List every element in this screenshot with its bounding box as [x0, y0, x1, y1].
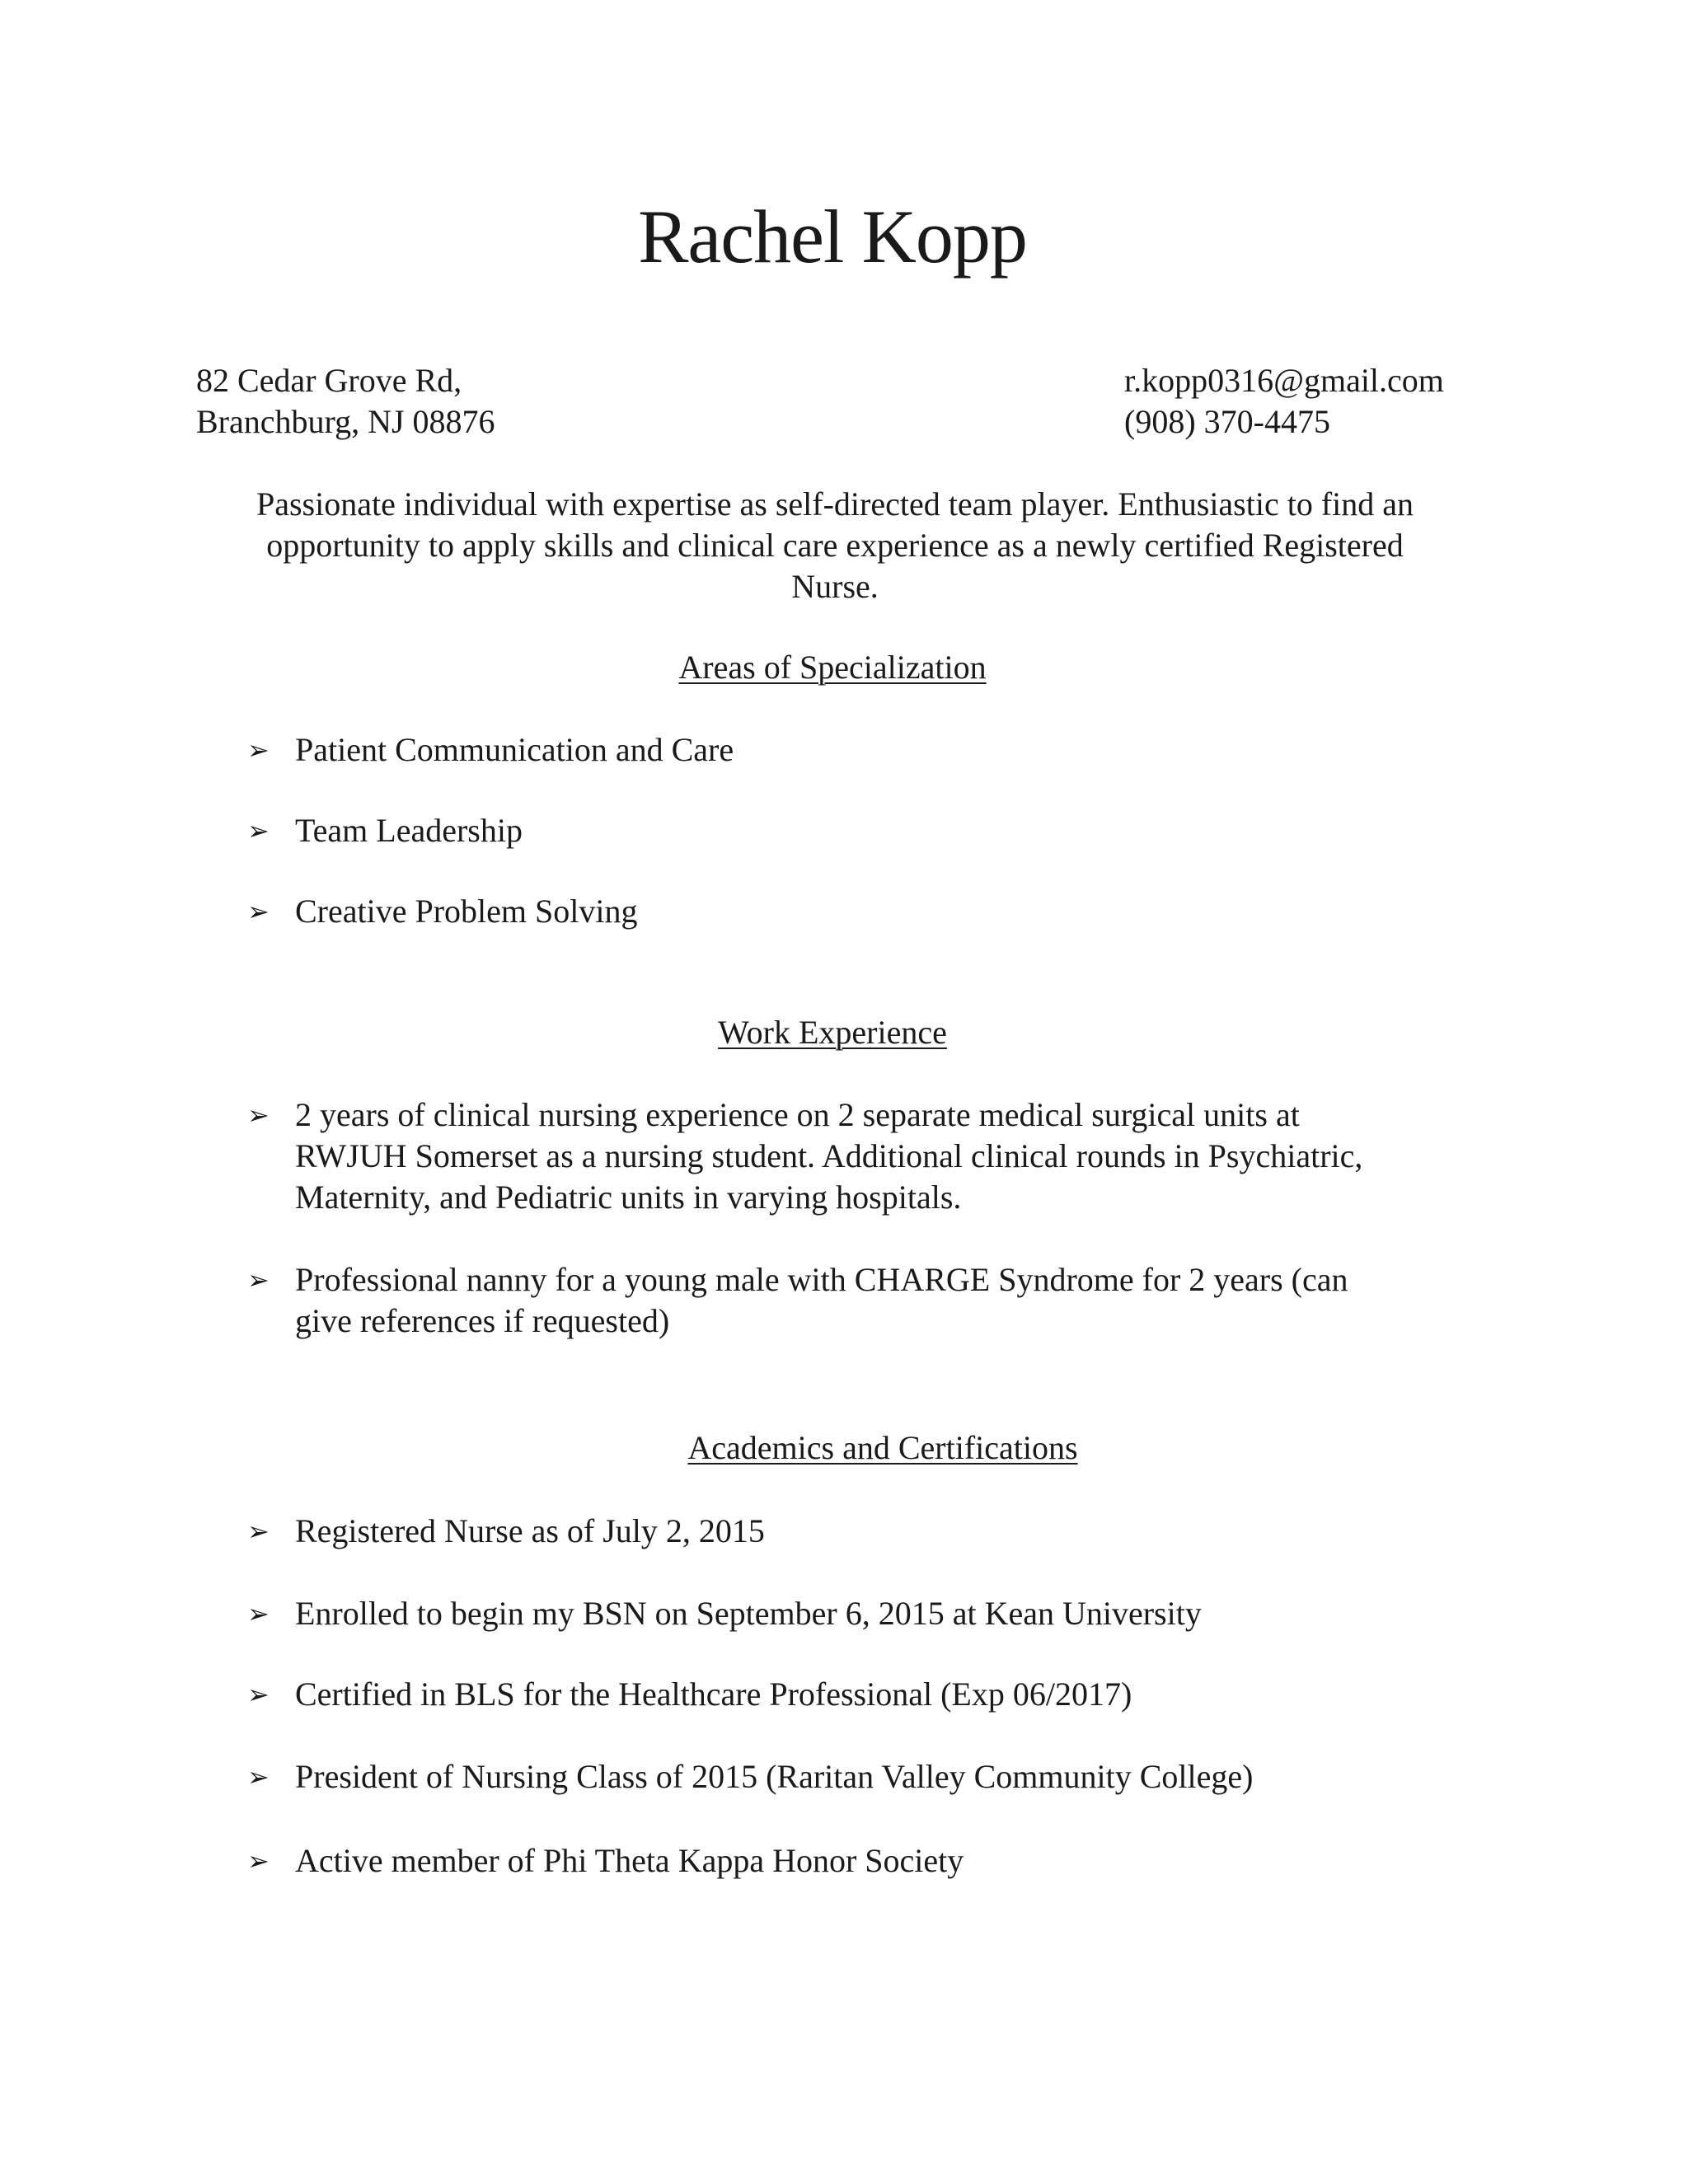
arrowhead-bullet-icon: ➢ [247, 1264, 270, 1296]
summary-line: Nurse. [791, 568, 879, 605]
section-heading-areas: Areas of Specialization [678, 649, 987, 686]
list-item-line: Professional nanny for a young male with CHARGE Syndrome for 2 years (can [295, 1261, 1348, 1298]
arrowhead-bullet-icon: ➢ [247, 1099, 270, 1131]
list-item-line: RWJUH Somerset as a nursing student. Additional clinical rounds in Psychiatric, [295, 1137, 1363, 1174]
list-item-text: Team Leadership [295, 812, 523, 849]
list-item [247, 729, 1484, 771]
list-item-text: Enrolled to begin my BSN on September 6, 2015 at Kean University [295, 1595, 1202, 1632]
section-heading-work: Work Experience [718, 1014, 947, 1051]
arrowhead-bullet-icon: ➢ [247, 815, 270, 846]
list-item [247, 1674, 1484, 1715]
summary-line: opportunity to apply skills and clinical care experience as a newly certified Registered [266, 527, 1404, 564]
list-item-text: Creative Problem Solving [295, 893, 638, 930]
arrowhead-bullet-icon: ➢ [247, 1679, 270, 1710]
list-item [247, 1259, 1484, 1342]
phone-number: (908) 370-4475 [1124, 403, 1330, 440]
arrowhead-bullet-icon: ➢ [247, 896, 270, 927]
list-item-text: Certified in BLS for the Healthcare Professional (Exp 06/2017) [295, 1675, 1132, 1713]
list-item [247, 1756, 1484, 1797]
list-item [247, 810, 1484, 851]
summary-paragraph [196, 484, 1474, 607]
list-item-line: Maternity, and Pediatric units in varying hospitals. [295, 1179, 962, 1216]
summary-line: Passionate individual with expertise as self-directed team player. Enthusiastic to find an [256, 485, 1414, 523]
resume-name: Rachel Kopp [638, 194, 1027, 279]
section-heading-academics: Academics and Certifications [687, 1429, 1078, 1466]
list-item-text: Registered Nurse as of July 2, 2015 [295, 1512, 765, 1549]
list-item-text: President of Nursing Class of 2015 (Raritan Valley Community College) [295, 1758, 1254, 1795]
list-item-text: Active member of Phi Theta Kappa Honor Society [295, 1842, 964, 1879]
list-item [247, 1840, 1484, 1882]
list-item-line: 2 years of clinical nursing experience on 2 separate medical surgical units at [295, 1096, 1300, 1133]
address-line-2: Branchburg, NJ 08876 [196, 403, 495, 440]
email-address: r.kopp0316@gmail.com [1124, 362, 1444, 399]
list-item-line: give references if requested) [295, 1302, 670, 1339]
arrowhead-bullet-icon: ➢ [247, 1761, 270, 1793]
list-item [247, 1094, 1484, 1218]
list-item [247, 1511, 1484, 1552]
list-item [247, 891, 1484, 932]
arrowhead-bullet-icon: ➢ [247, 1516, 270, 1547]
list-item-text [295, 1259, 1484, 1342]
arrowhead-bullet-icon: ➢ [247, 1598, 270, 1629]
list-item-text: Patient Communication and Care [295, 731, 734, 768]
list-item [247, 1593, 1484, 1634]
address-line-1: 82 Cedar Grove Rd, [196, 362, 462, 399]
arrowhead-bullet-icon: ➢ [247, 734, 270, 766]
list-item-text [295, 1094, 1484, 1218]
arrowhead-bullet-icon: ➢ [247, 1845, 270, 1877]
